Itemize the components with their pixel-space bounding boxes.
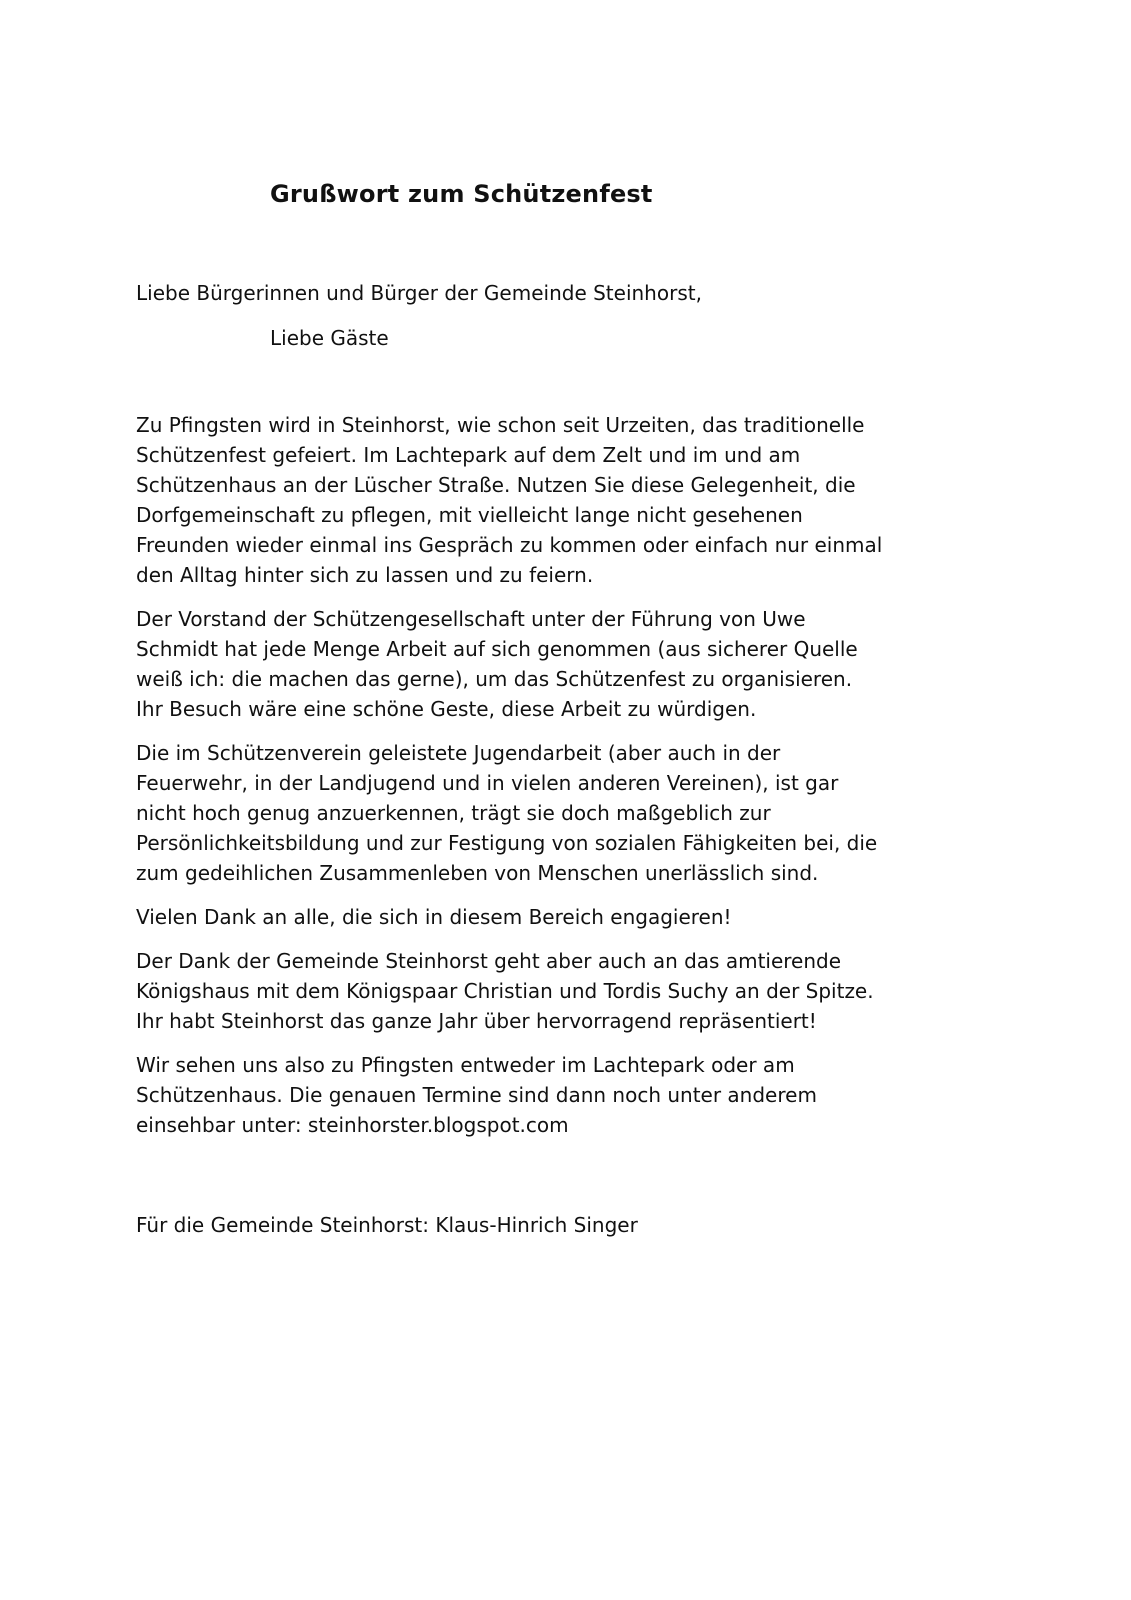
paragraph-3 bbox=[136, 738, 1036, 888]
paragraph-line: Vielen Dank an alle, die sich in diesem Bereich engagieren! bbox=[136, 905, 732, 929]
paragraph-line: Wir sehen uns also zu Pfingsten entweder im Lachtepark oder am bbox=[136, 1053, 795, 1077]
paragraph-line: Dorfgemeinschaft zu pflegen, mit vielleicht lange nicht gesehenen bbox=[136, 503, 803, 527]
paragraph-line: Schmidt hat jede Menge Arbeit auf sich genommen (aus sicherer Quelle bbox=[136, 637, 858, 661]
paragraph-line: nicht hoch genug anzuerkennen, trägt sie doch maßgeblich zur bbox=[136, 801, 771, 825]
paragraph-line: Königshaus mit dem Königspaar Christian und Tordis Suchy an der Spitze. bbox=[136, 979, 874, 1003]
letter-body bbox=[136, 410, 1036, 1154]
paragraph-line: Schützenhaus. Die genauen Termine sind dann noch unter anderem bbox=[136, 1083, 817, 1107]
paragraph-line: Persönlichkeitsbildung und zur Festigung von sozialen Fähigkeiten bei, die bbox=[136, 831, 878, 855]
paragraph-line: Ihr habt Steinhorst das ganze Jahr über hervorragend repräsentiert! bbox=[136, 1009, 817, 1033]
paragraph-line: Schützenhaus an der Lüscher Straße. Nutzen Sie diese Gelegenheit, die bbox=[136, 473, 856, 497]
paragraph-line: Schützenfest gefeiert. Im Lachtepark auf dem Zelt und im und am bbox=[136, 443, 801, 467]
paragraph-2 bbox=[136, 604, 1036, 724]
paragraph-line: Zu Pfingsten wird in Steinhorst, wie schon seit Urzeiten, das traditionelle bbox=[136, 413, 865, 437]
signature-line: Für die Gemeinde Steinhorst: Klaus-Hinrich Singer bbox=[136, 1213, 638, 1237]
paragraph-6 bbox=[136, 1050, 1036, 1140]
paragraph-line: Freunden wieder einmal ins Gespräch zu kommen oder einfach nur einmal bbox=[136, 533, 883, 557]
paragraph-line: Die im Schützenverein geleistete Jugendarbeit (aber auch in der bbox=[136, 741, 781, 765]
salutation-line-2: Liebe Gäste bbox=[270, 326, 389, 350]
paragraph-line: Feuerwehr, in der Landjugend und in vielen anderen Vereinen), ist gar bbox=[136, 771, 839, 795]
paragraph-line: einsehbar unter: steinhorster.blogspot.com bbox=[136, 1113, 569, 1137]
paragraph-line: weiß ich: die machen das gerne), um das Schützenfest zu organisieren. bbox=[136, 667, 853, 691]
paragraph-line: Der Vorstand der Schützengesellschaft unter der Führung von Uwe bbox=[136, 607, 806, 631]
paragraph-4 bbox=[136, 902, 1036, 932]
paragraph-1 bbox=[136, 410, 1036, 590]
paragraph-line: Ihr Besuch wäre eine schöne Geste, diese Arbeit zu würdigen. bbox=[136, 697, 757, 721]
paragraph-line: den Alltag hinter sich zu lassen und zu feiern. bbox=[136, 563, 594, 587]
paragraph-line: zum gedeihlichen Zusammenleben von Menschen unerlässlich sind. bbox=[136, 861, 819, 885]
salutation-line-1: Liebe Bürgerinnen und Bürger der Gemeinde Steinhorst, bbox=[136, 281, 702, 305]
document-title: Grußwort zum Schützenfest bbox=[270, 180, 653, 208]
paragraph-line: Der Dank der Gemeinde Steinhorst geht aber auch an das amtierende bbox=[136, 949, 842, 973]
paragraph-5 bbox=[136, 946, 1036, 1036]
